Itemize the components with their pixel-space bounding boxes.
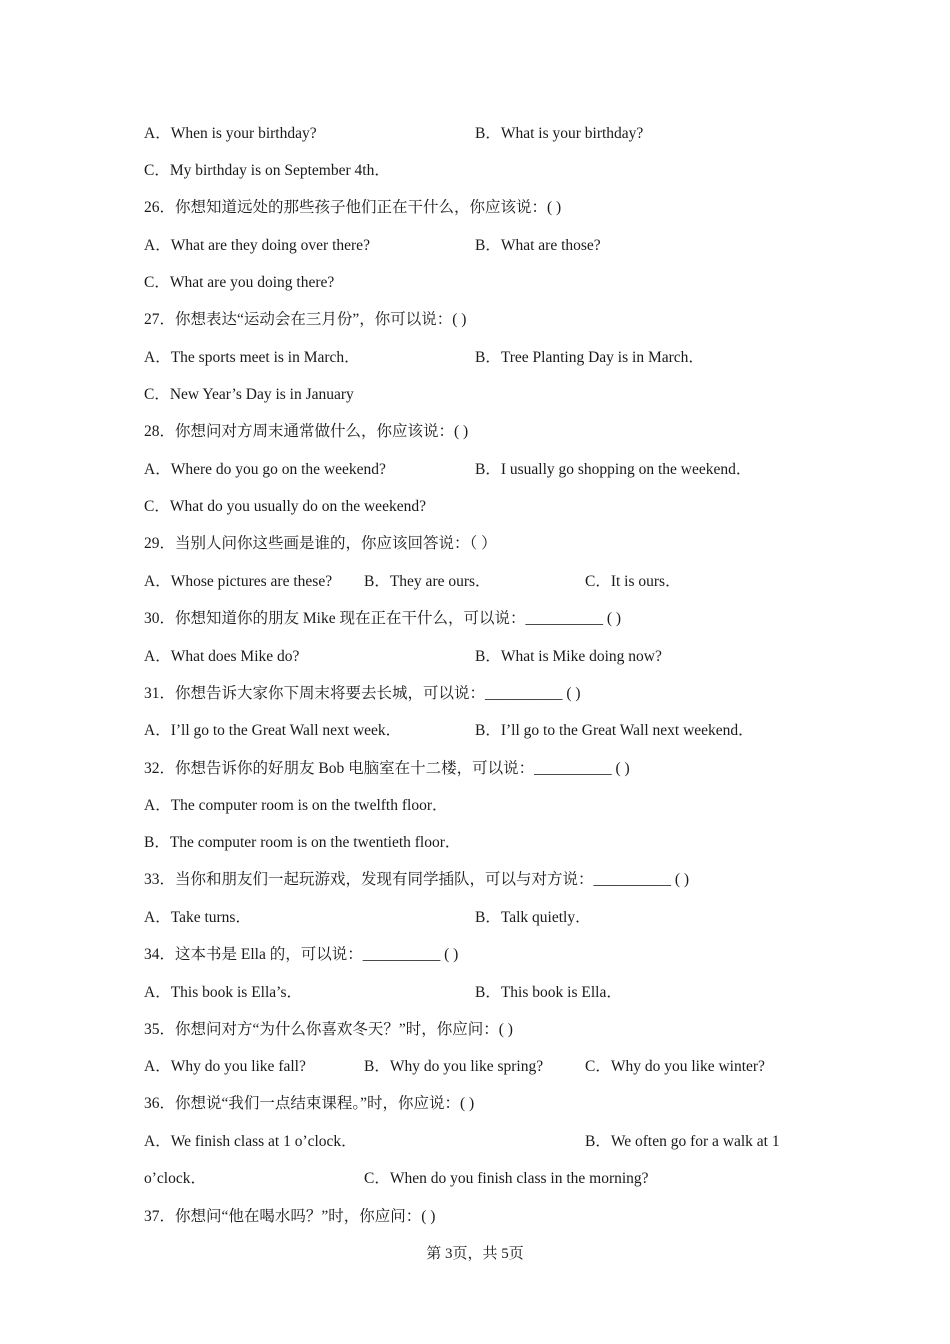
option-text: A．What are they doing over there? <box>144 237 370 254</box>
option-text: A．When is your birthday? <box>144 125 317 142</box>
option-text: B．What are those? <box>475 237 601 254</box>
option-text: A．Whose pictures are these? <box>144 573 333 590</box>
question-stem: 36．你想说“我们一点结束课程。”时，你应说：( ) <box>144 1095 475 1112</box>
question-stem: 35．你想问对方“为什么你喜欢冬天？”时，你应问：( ) <box>144 1021 513 1038</box>
option-text: C．My birthday is on September 4th． <box>144 162 390 179</box>
option-text: B．What is Mike doing now? <box>475 648 662 665</box>
option-text: C．New Year’s Day is in January <box>144 386 354 403</box>
option-text: C．Why do you like winter? <box>585 1058 765 1075</box>
option-text: A．What does Mike do? <box>144 648 300 665</box>
question-stem: 27．你想表达“运动会在三月份”，你可以说：( ) <box>144 311 467 328</box>
question-stem: 30．你想知道你的朋友 Mike 现在正在干什么，可以说：__________ ( ) <box>144 610 622 627</box>
question-stem: 34．这本书是 Ella 的，可以说：__________ ( ) <box>144 946 459 963</box>
option-text: o’clock． <box>144 1170 206 1187</box>
option-text: A．We finish class at 1 o’clock． <box>144 1133 357 1150</box>
option-text: A．I’ll go to the Great Wall next week． <box>144 722 402 739</box>
option-text: B．This book is Ella． <box>475 984 622 1001</box>
option-text: B．They are ours． <box>364 573 491 590</box>
option-text: B．Tree Planting Day is in March． <box>475 349 704 366</box>
option-text: A．Take turns． <box>144 909 251 926</box>
question-stem: 33．当你和朋友们一起玩游戏，发现有同学插队，可以与对方说：__________ ( ) <box>144 871 690 888</box>
option-text: C．When do you finish class in the morning? <box>364 1170 649 1187</box>
option-text: C．What are you doing there? <box>144 274 335 291</box>
option-text: A．Where do you go on the weekend? <box>144 461 386 478</box>
option-text: B．The computer room is on the twentieth floor． <box>144 834 461 851</box>
question-stem: 32．你想告诉你的好朋友 Bob 电脑室在十二楼，可以说：__________ ( ) <box>144 760 630 777</box>
option-text: C．What do you usually do on the weekend? <box>144 498 426 515</box>
option-text: A．This book is Ella’s． <box>144 984 303 1001</box>
question-stem: 26．你想知道远处的那些孩子他们正在干什么，你应该说：( ) <box>144 199 562 216</box>
option-text: A．Why do you like fall? <box>144 1058 306 1075</box>
option-text: B．What is your birthday? <box>475 125 644 142</box>
question-stem: 28．你想问对方周末通常做什么，你应该说：( ) <box>144 423 469 440</box>
page-footer: 第 3页，共 5页 <box>426 1246 524 1262</box>
option-text: B．I’ll go to the Great Wall next weekend． <box>475 722 754 739</box>
question-stem: 37．你想问“他在喝水吗？”时，你应问：( ) <box>144 1208 436 1225</box>
option-text: B．I usually go shopping on the weekend． <box>475 461 752 478</box>
option-text: A．The sports meet is in March． <box>144 349 360 366</box>
option-text: C．It is ours． <box>585 573 681 590</box>
option-text: B．Talk quietly． <box>475 909 591 926</box>
option-text: A．The computer room is on the twelfth floor． <box>144 797 448 814</box>
option-text: B．Why do you like spring? <box>364 1058 544 1075</box>
question-stem: 29．当别人问你这些画是谁的，你应该回答说：（ ） <box>144 535 497 552</box>
option-text: B．We often go for a walk at 1 <box>585 1133 780 1150</box>
question-stem: 31．你想告诉大家你下周末将要去长城，可以说：__________ ( ) <box>144 685 581 702</box>
